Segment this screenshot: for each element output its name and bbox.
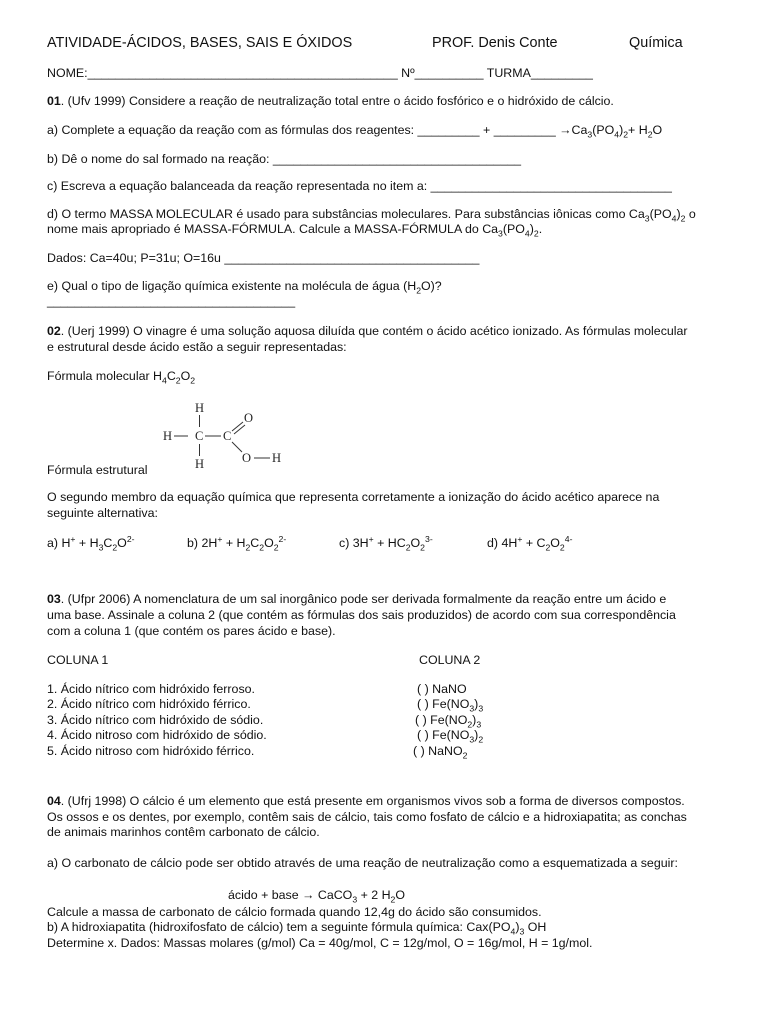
column-1-item: 5. Ácido nitroso com hidróxido férrico. xyxy=(47,744,255,758)
q2-text-line2: seguinte alternativa: xyxy=(47,506,158,520)
q4-item-a: a) O carbonato de cálcio pode ser obtido através de uma reação de neutralização como a esquematizada a seguir: xyxy=(47,856,678,870)
atom-h-bottom: H xyxy=(195,457,205,471)
q2-intro-line1: 02. (Uerj 1999) O vinagre é uma solução aquosa diluída que contém o ácido acético ionizado. As fórmulas molecular xyxy=(47,324,688,338)
q1-item-a: a) Complete a equação da reação com as fórmulas dos reagentes: _________ + _________ $\to Ca_3(PO_4)_2+ H_2O$ xyxy=(47,123,663,140)
atom-c-carboxyl: C xyxy=(223,429,232,443)
q3-intro-line3: com a coluna 1 (que contém os pares ácido e base). xyxy=(47,624,336,638)
q4-intro-line3: de animais marinhos contêm carbonato de cálcio. xyxy=(47,825,320,839)
q3-intro-line2: uma base. Assinale a coluna 2 (que contém as fórmulas dos sais produzidos) de acordo com sua correspondência xyxy=(47,608,676,622)
bond-c-o-double-1 xyxy=(232,422,243,431)
atom-c-methyl: C xyxy=(195,429,204,443)
atom-o-hydroxyl: O xyxy=(242,451,252,465)
class-field: TURMA_________ xyxy=(486,66,593,80)
column-1-item: 2. Ácido nítrico com hidróxido férrico. xyxy=(47,697,251,711)
q3-number: 03 xyxy=(47,592,61,606)
q1-item-d-line2: nome mais apropriado é MASSA-FÓRMULA. Calcule a MASSA-FÓRMULA do $Ca_3(PO_4)_2$. xyxy=(47,222,543,239)
number-field: Nº__________ xyxy=(401,66,484,80)
column-1-item: 3. Ácido nítrico com hidróxido de sódio. xyxy=(47,713,264,727)
column-1-item: 1. Ácido nítrico com hidróxido ferroso. xyxy=(47,682,255,696)
q4-number: 04 xyxy=(47,794,61,808)
q1-number: 01 xyxy=(47,94,61,108)
q4-determine-line: Determine x. Dados: Massas molares (g/mol) Ca = 40g/mol, C = 12g/mol, O = 16g/mol, H = 1g/mol. xyxy=(47,936,593,950)
q1-item-d-line1: d) O termo MASSA MOLECULAR é usado para substâncias moleculares. Para substâncias iônicas como $Ca_3(PO_4)_2$ o xyxy=(47,207,696,224)
column-1-title: COLUNA 1 xyxy=(47,653,109,667)
name-field: NOME:_____________________________________________ xyxy=(47,66,398,80)
q2-text-line1: O segundo membro da equação química que representa corretamente a ionização do ácido acético aparece na xyxy=(47,490,660,504)
q4-intro-line2: Os ossos e os dentes, por exemplo, contêm sais de cálcio, tais como fosfato de cálcio e a hidroxiapatita; as conchas xyxy=(47,810,687,824)
q4-calc-line: Calcule a massa de carbonato de cálcio formada quando 12,4g do ácido são consumidos. xyxy=(47,905,542,919)
molecular-formula: Fórmula molecular $H_4C_2O_2$ xyxy=(47,369,196,386)
column-2-item: ( ) NaNO xyxy=(417,682,467,696)
atom-o-carbonyl: O xyxy=(244,411,254,425)
q1-data-line: Dados: Ca=40u; P=31u; O=16u _____________________________________ xyxy=(47,251,480,265)
q2-option-d: d) $4H^+ + C_2O_2^{4-}$ xyxy=(487,533,573,553)
column-2-item: ( ) NaNO$_2$ xyxy=(413,744,468,761)
subject-name: Química xyxy=(629,35,683,51)
q1-item-c: c) Escreva a equação balanceada da reação representada no item a: ___________________________________ xyxy=(47,179,672,193)
column-2-item: ( ) $Fe(NO_3)_3$ xyxy=(417,697,484,714)
q1-item-e: e) Qual o tipo de ligação química existente na molécula de água $(H_2O)$? xyxy=(47,279,442,296)
atom-h-top: H xyxy=(195,401,205,415)
q2-option-b: b) $2H^+ + H_2C_2O_2^{2-}$ xyxy=(187,533,287,553)
q2-intro-line2: e estrutural desde ácido estão a seguir representadas: xyxy=(47,340,347,354)
bond-c-o-double-2 xyxy=(234,425,245,434)
q4-item-b: b) A hidroxiapatita (hidroxifosfato de cálcio) tem a seguinte fórmula química: $Cax(PO_4)_3$ OH xyxy=(47,920,547,937)
q2-option-c: c) $3H^+ + HC_2O_2^{3-}$ xyxy=(339,533,433,553)
atom-h-left: H xyxy=(163,429,173,443)
column-2-item: ( ) $Fe(NO_2)_3$ xyxy=(415,713,482,730)
q2-number: 02 xyxy=(47,324,61,338)
q1-item-b: b) Dê o nome do sal formado na reação: ____________________________________ xyxy=(47,152,521,166)
structural-formula-label: Fórmula estrutural xyxy=(47,463,148,477)
q1-item-e-answer-line: ____________________________________ xyxy=(47,294,296,308)
worksheet-title: ATIVIDADE-ÁCIDOS, BASES, SAIS E ÓXIDOS xyxy=(47,35,353,51)
q1-intro-text: . (Ufv 1999) Considere a reação de neutralização total entre o ácido fosfórico e o hidróxido de cálcio. xyxy=(60,94,614,108)
atom-h-hydroxyl: H xyxy=(272,451,282,465)
teacher-name: PROF. Denis Conte xyxy=(432,35,558,51)
q2-option-a: a) $H^+ + H_3C_2O^{2-}$ xyxy=(47,533,135,553)
acetic-acid-structural-formula xyxy=(150,400,290,472)
column-1-item: 4. Ácido nitroso com hidróxido de sódio. xyxy=(47,728,267,742)
q4-intro-line1: 04. (Ufrj 1998) O cálcio é um elemento que está presente em organismos vivos sob a forma de diversos compostos. xyxy=(47,794,685,808)
q3-intro-line1: 03. (Ufpr 2006) A nomenclatura de um sal inorgânico pode ser derivada formalmente da reação entre um ácido e xyxy=(47,592,667,606)
bond-c-o-single xyxy=(232,442,242,452)
column-2-title: COLUNA 2 xyxy=(419,653,481,667)
q1-intro xyxy=(47,94,614,109)
q4-equation: ácido + base → CaCO$_3$ + 2 $H_2O$ xyxy=(228,888,406,905)
student-info-line xyxy=(47,66,593,81)
column-2-item: ( ) $Fe(NO_3)_2$ xyxy=(417,728,484,745)
